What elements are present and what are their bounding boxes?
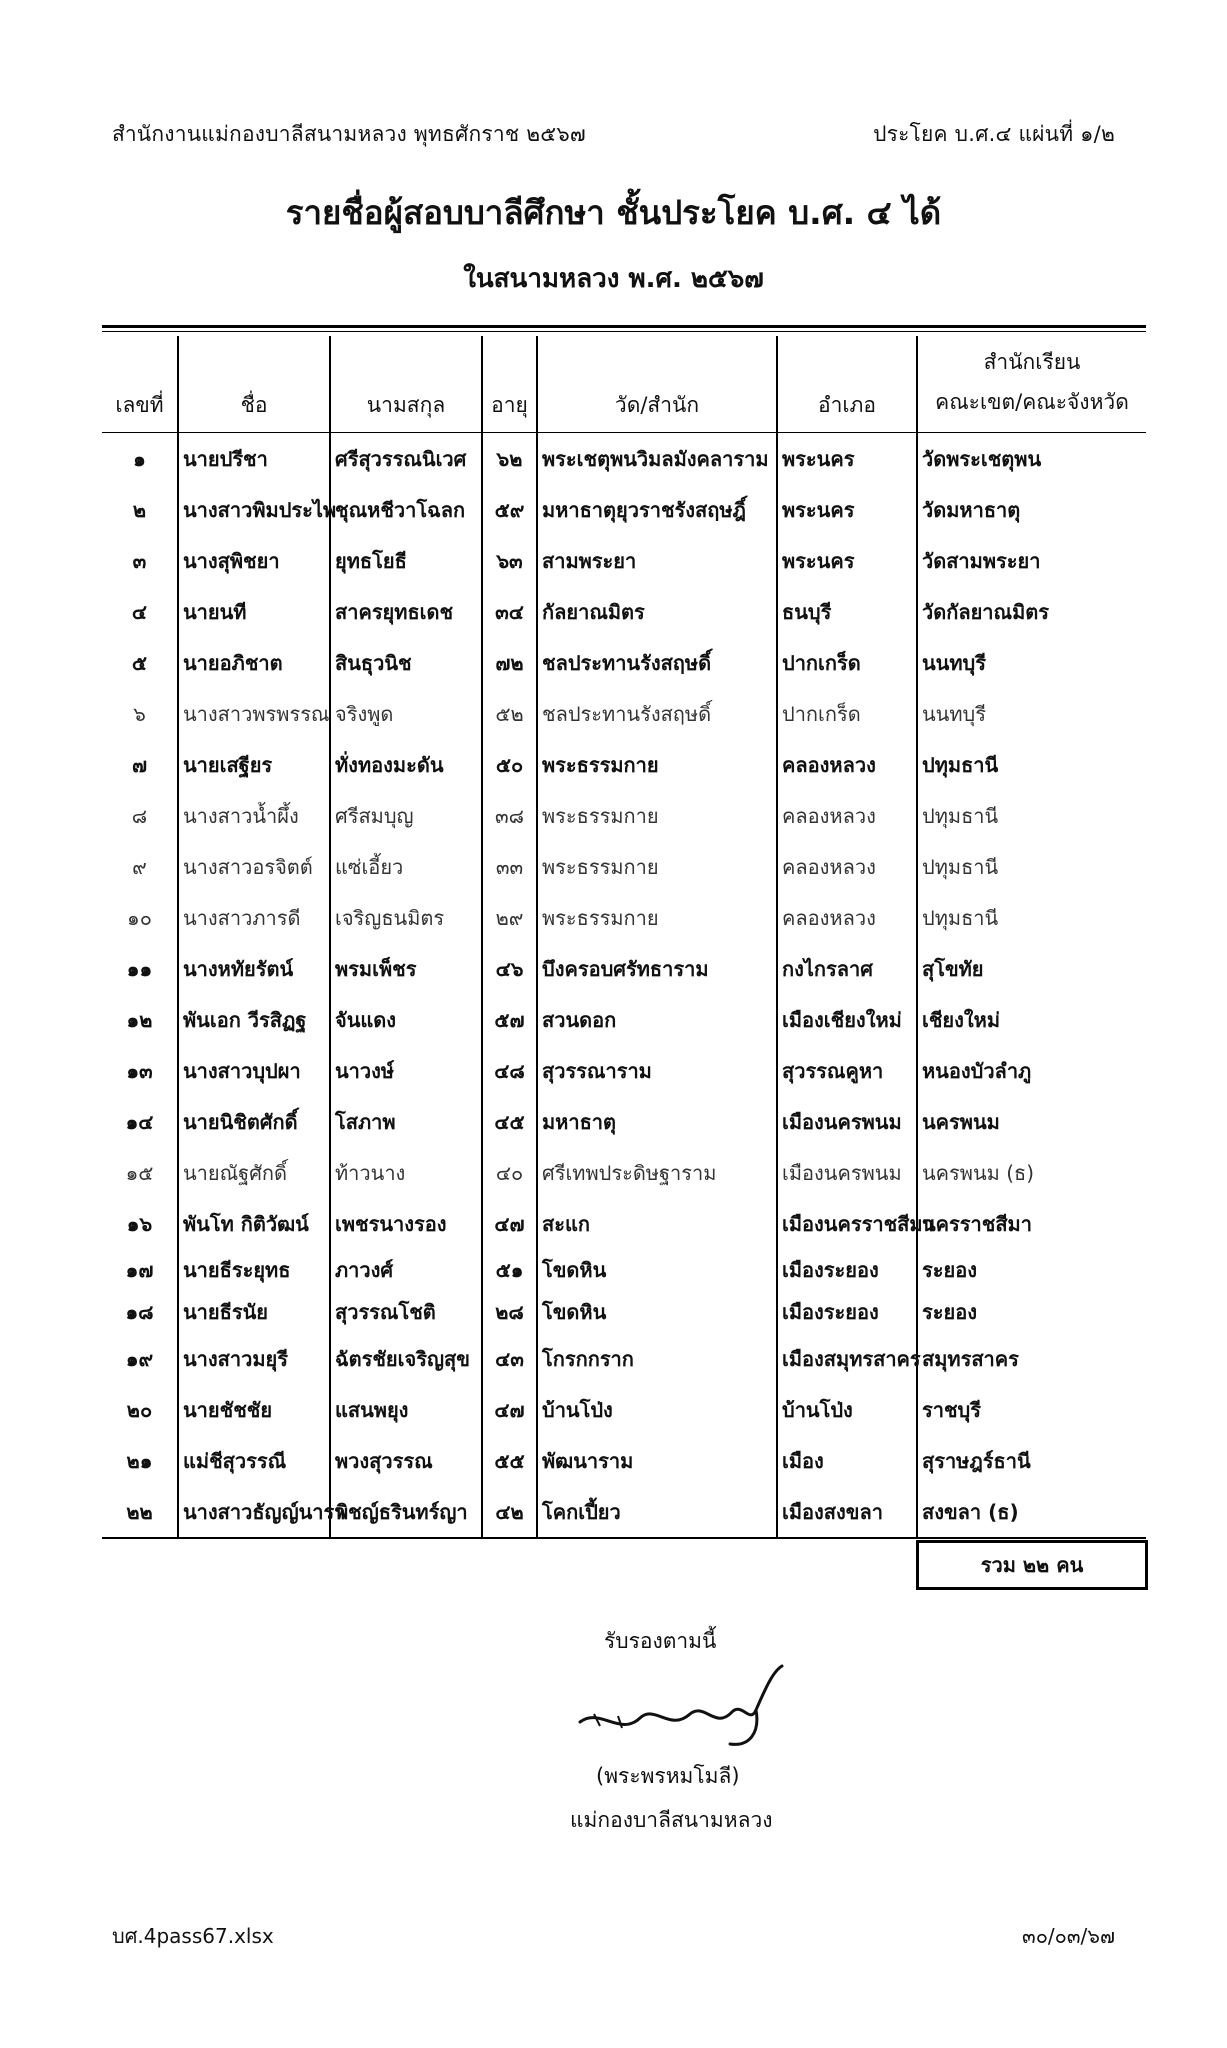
row-surname: จันแดง xyxy=(330,994,482,1045)
row-district: เมือง xyxy=(777,1435,917,1486)
row-number: ๒๐ xyxy=(126,1397,153,1422)
table-row xyxy=(102,1147,1146,1198)
row-temple: พระธรรมกาย xyxy=(537,892,777,943)
row-name: นางหทัยรัตน์ xyxy=(178,943,330,994)
row-number: ๕ xyxy=(131,650,148,675)
total-count-box: รวม ๒๒ คน xyxy=(916,1540,1148,1590)
row-school: สงขลา (ธ) xyxy=(917,1486,1146,1538)
row-number: ๑๓ xyxy=(126,1058,153,1083)
row-name: นางสาวพิมประไพ xyxy=(178,484,330,535)
row-age: ๕๗ xyxy=(482,994,537,1045)
row-surname: เพชรนางรอง xyxy=(330,1198,482,1249)
row-temple: ชลประทานรังสฤษดิ์ xyxy=(537,637,777,688)
row-age: ๕๒ xyxy=(482,688,537,739)
row-age: ๔๗ xyxy=(482,1384,537,1435)
row-temple: กัลยาณมิตร xyxy=(537,586,777,637)
table-row xyxy=(102,1291,1146,1333)
row-temple: พระเชตุพนวิมลมังคลาราม xyxy=(537,433,777,485)
table-row xyxy=(102,1198,1146,1249)
row-school: ปทุมธานี xyxy=(917,841,1146,892)
row-age: ๔๘ xyxy=(482,1045,537,1096)
row-temple: พระธรรมกาย xyxy=(537,790,777,841)
row-name: นายปรีชา xyxy=(178,433,330,485)
row-number: ๙ xyxy=(132,854,147,879)
row-district: สุวรรณคูหา xyxy=(777,1045,917,1096)
row-school: นครพนม xyxy=(917,1096,1146,1147)
row-temple: ชลประทานรังสฤษดิ์ xyxy=(537,688,777,739)
row-name: แม่ชีสุวรรณี xyxy=(178,1435,330,1486)
row-school: วัดมหาธาตุ xyxy=(917,484,1146,535)
col-header-school-line1: สำนักเรียน xyxy=(983,350,1081,374)
row-temple: มหาธาตุยุวราชรังสฤษฎิ์ xyxy=(537,484,777,535)
row-district: กงไกรลาศ xyxy=(777,943,917,994)
row-district: เมืองสมุทรสาคร xyxy=(777,1333,917,1384)
row-temple: พระธรรมกาย xyxy=(537,739,777,790)
row-number: ๑๙ xyxy=(125,1346,154,1371)
table-row xyxy=(102,688,1146,739)
row-school: สมุทรสาคร xyxy=(917,1333,1146,1384)
row-age: ๖๒ xyxy=(482,433,537,485)
table-header-row xyxy=(102,336,1146,433)
col-header-age: อายุ xyxy=(482,336,537,433)
row-name: นายอภิชาต xyxy=(178,637,330,688)
signer-title: แม่กองบาลีสนามหลวง xyxy=(570,1808,773,1832)
col-header-name: ชื่อ xyxy=(178,336,330,433)
row-surname: สินธุวนิช xyxy=(330,637,482,688)
row-age: ๗๒ xyxy=(482,637,537,688)
row-district: เมืองนครพนม xyxy=(777,1147,917,1198)
row-age: ๔๖ xyxy=(482,943,537,994)
row-district: ปากเกร็ด xyxy=(777,637,917,688)
row-name: นางสาวมยุรี xyxy=(178,1333,330,1384)
row-number: ๑๒ xyxy=(126,1007,153,1032)
row-name: นางสาวพรพรรณ xyxy=(178,688,330,739)
table-row xyxy=(102,943,1146,994)
row-school: วัดพระเชตุพน xyxy=(917,433,1146,485)
row-name: นางสุพิชยา xyxy=(178,535,330,586)
row-number: ๑๐ xyxy=(127,905,152,930)
row-number: ๑๕ xyxy=(125,1160,154,1185)
table-row xyxy=(102,739,1146,790)
row-surname: ภาวงศ์ xyxy=(330,1249,482,1291)
row-school: เชียงใหม่ xyxy=(917,994,1146,1045)
col-header-district: อำเภอ xyxy=(777,336,917,433)
col-header-temple: วัด/สำนัก xyxy=(537,336,777,433)
row-number: ๓ xyxy=(132,548,147,573)
table-row xyxy=(102,790,1146,841)
row-age: ๕๑ xyxy=(482,1249,537,1291)
row-school: สุราษฎร์ธานี xyxy=(917,1435,1146,1486)
table-row xyxy=(102,1249,1146,1291)
table-row xyxy=(102,841,1146,892)
row-name: นางสาวธัญญ์นารา xyxy=(178,1486,330,1538)
table-row xyxy=(102,1384,1146,1435)
col-header-school-line2: คณะเขต/คณะจังหวัด xyxy=(935,390,1129,414)
row-name: นายธีระยุทธ xyxy=(178,1249,330,1291)
table-row xyxy=(102,994,1146,1045)
row-surname: ทั่งทองมะดัน xyxy=(330,739,482,790)
row-age: ๖๓ xyxy=(482,535,537,586)
row-temple: พระธรรมกาย xyxy=(537,841,777,892)
row-district: คลองหลวง xyxy=(777,892,917,943)
signer-name: (พระพรหมโมลี) xyxy=(596,1764,740,1788)
row-school: นนทบุรี xyxy=(917,637,1146,688)
row-temple: พัฒนาราม xyxy=(537,1435,777,1486)
col-header-school xyxy=(917,336,1146,433)
row-school: วัดกัลยาณมิตร xyxy=(917,586,1146,637)
row-temple: ศรีเทพประดิษฐาราม xyxy=(537,1147,777,1198)
row-name: นายชัชชัย xyxy=(178,1384,330,1435)
table-row xyxy=(102,535,1146,586)
table-row xyxy=(102,433,1146,485)
row-district: เมืองเชียงใหม่ xyxy=(777,994,917,1045)
row-name: นายณัฐศักดิ์ xyxy=(178,1147,330,1198)
row-surname: นาวงษ์ xyxy=(330,1045,482,1096)
row-surname: เจริญธนมิตร xyxy=(330,892,482,943)
row-number: ๑๗ xyxy=(125,1258,154,1282)
row-age: ๕๐ xyxy=(482,739,537,790)
document-title: รายชื่อผู้สอบบาลีศึกษา ชั้นประโยค บ.ศ. ๔ ได้ xyxy=(285,193,942,232)
row-district: เมืองระยอง xyxy=(777,1249,917,1291)
row-temple: สุวรรณาราม xyxy=(537,1045,777,1096)
row-district: พระนคร xyxy=(777,484,917,535)
row-age: ๓๔ xyxy=(482,586,537,637)
row-name: นายนที xyxy=(178,586,330,637)
row-number: ๒ xyxy=(132,497,147,522)
row-number: ๒๒ xyxy=(102,1486,178,1538)
row-district: เมืองนครราชสีมา xyxy=(777,1198,917,1249)
row-surname: พรมเพ็ชร xyxy=(330,943,482,994)
row-school: นครราชสีมา xyxy=(917,1198,1146,1249)
row-name: นายนิชิตศักดิ์ xyxy=(178,1096,330,1147)
row-school: หนองบัวลำภู xyxy=(917,1045,1146,1096)
table-row xyxy=(102,1096,1146,1147)
row-district: คลองหลวง xyxy=(777,739,917,790)
row-district: พระนคร xyxy=(777,433,917,485)
row-age: ๒๙ xyxy=(482,892,537,943)
row-number: ๑๔ xyxy=(125,1109,154,1134)
row-age: ๔๕ xyxy=(482,1096,537,1147)
row-age: ๔๗ xyxy=(482,1198,537,1249)
row-school: สุโขทัย xyxy=(917,943,1146,994)
row-number: ๑ xyxy=(133,446,146,471)
row-number: ๖ xyxy=(133,701,146,726)
row-name: นางสาวอรจิตต์ xyxy=(178,841,330,892)
row-school: ระยอง xyxy=(917,1249,1146,1291)
row-age: ๕๕ xyxy=(482,1435,537,1486)
row-surname: ยุทธโยธี xyxy=(330,535,482,586)
table-row xyxy=(102,586,1146,637)
table-row xyxy=(102,1486,1146,1538)
col-header-surname: นามสกุล xyxy=(330,336,482,433)
row-number: ๑๑ xyxy=(126,956,153,981)
row-school: ระยอง xyxy=(917,1291,1146,1333)
row-name: พันเอก วีรสิฏฐ xyxy=(178,994,330,1045)
table-row xyxy=(102,1333,1146,1384)
row-district: คลองหลวง xyxy=(777,790,917,841)
row-temple: โกรกกราก xyxy=(537,1333,777,1384)
results-table xyxy=(102,336,1146,1539)
table-row xyxy=(102,484,1146,535)
table-row xyxy=(102,1435,1146,1486)
row-age: ๕๙ xyxy=(482,484,537,535)
row-surname: สาครยุทธเดช xyxy=(330,586,482,637)
row-school: นครพนม (ธ) xyxy=(917,1147,1146,1198)
row-number: ๑๘ xyxy=(125,1300,154,1324)
row-name: นายธีรนัย xyxy=(178,1291,330,1333)
row-district: เมืองนครพนม xyxy=(777,1096,917,1147)
row-temple: โคกเปี้ยว xyxy=(537,1486,777,1538)
row-surname: ศรีสมบุญ xyxy=(330,790,482,841)
col-header-no: เลขที่ xyxy=(102,336,178,433)
row-district: เมืองสงขลา xyxy=(777,1486,917,1538)
row-number: ๗ xyxy=(131,752,148,777)
row-school: ปทุมธานี xyxy=(917,739,1146,790)
header-sheet-number: ประโยค บ.ศ.๔ แผ่นที่ ๑/๒ xyxy=(873,122,1115,146)
row-age: ๓๘ xyxy=(482,790,537,841)
row-name: นางสาวบุปผา xyxy=(178,1045,330,1096)
row-surname: ท้าวนาง xyxy=(330,1147,482,1198)
row-temple: โขดหิน xyxy=(537,1291,777,1333)
row-surname: ชุณหชีวาโฉลก xyxy=(330,484,482,535)
row-age: ๔๒ xyxy=(482,1486,537,1538)
top-rule-thin xyxy=(102,331,1146,332)
row-age: ๔๐ xyxy=(482,1147,537,1198)
row-surname: พวงสุวรรณ xyxy=(330,1435,482,1486)
header-office: สำนักงานแม่กองบาลีสนามหลวง พุทธศักราช ๒๕๖๗ xyxy=(112,122,586,146)
row-age: ๓๓ xyxy=(482,841,537,892)
signature-image xyxy=(560,1652,800,1772)
row-district: คลองหลวง xyxy=(777,841,917,892)
row-surname: โสภาพ xyxy=(330,1096,482,1147)
row-school: ราชบุรี xyxy=(917,1384,1146,1435)
row-surname: ศรีสุวรรณนิเวศ xyxy=(330,433,482,485)
row-district: บ้านโป่ง xyxy=(777,1384,917,1435)
footer-date: ๓๐/๐๓/๖๗ xyxy=(1022,1924,1115,1948)
row-number: ๒๑ xyxy=(126,1448,153,1473)
row-number: ๘ xyxy=(131,803,148,828)
row-district: ปากเกร็ด xyxy=(777,688,917,739)
row-surname: ฉัตรชัยเจริญสุข xyxy=(330,1333,482,1384)
row-surname: แซ่เอี้ยว xyxy=(330,841,482,892)
table-row xyxy=(102,637,1146,688)
row-temple: สวนดอก xyxy=(537,994,777,1045)
row-district: ธนบุรี xyxy=(777,586,917,637)
row-school: วัดสามพระยา xyxy=(917,535,1146,586)
table-row xyxy=(102,1045,1146,1096)
row-name: นางสาวภารดี xyxy=(178,892,330,943)
row-name: พันโท กิติวัฒน์ xyxy=(178,1198,330,1249)
row-temple: สามพระยา xyxy=(537,535,777,586)
row-district: พระนคร xyxy=(777,535,917,586)
row-district: เมืองระยอง xyxy=(777,1291,917,1333)
row-surname: สุวรรณโชติ xyxy=(330,1291,482,1333)
row-temple: บ้านโป่ง xyxy=(537,1384,777,1435)
row-temple: มหาธาตุ xyxy=(537,1096,777,1147)
row-school: นนทบุรี xyxy=(917,688,1146,739)
top-rule-thick xyxy=(102,325,1146,328)
row-school: ปทุมธานี xyxy=(917,790,1146,841)
row-temple: บึงครอบศรัทธาราม xyxy=(537,943,777,994)
row-age: ๒๘ xyxy=(482,1291,537,1333)
row-name: นายเสฐียร xyxy=(178,739,330,790)
footer-filename: บศ.4pass67.xlsx xyxy=(112,1924,274,1948)
document-subtitle: ในสนามหลวง พ.ศ. ๒๕๖๗ xyxy=(463,264,764,294)
row-number: ๔ xyxy=(131,599,148,624)
table-row xyxy=(102,892,1146,943)
row-school: ปทุมธานี xyxy=(917,892,1146,943)
row-surname: แสนพยุง xyxy=(330,1384,482,1435)
row-surname: พิชญ์ธรินทร์ญา xyxy=(330,1486,482,1538)
row-age: ๔๓ xyxy=(482,1333,537,1384)
certify-text: รับรองตามนี้ xyxy=(604,1629,717,1653)
row-temple: สะแก xyxy=(537,1198,777,1249)
row-temple: โขดหิน xyxy=(537,1249,777,1291)
row-surname: จริงพูด xyxy=(330,688,482,739)
row-number: ๑๖ xyxy=(126,1211,153,1236)
row-name: นางสาวน้ำผึ้ง xyxy=(178,790,330,841)
